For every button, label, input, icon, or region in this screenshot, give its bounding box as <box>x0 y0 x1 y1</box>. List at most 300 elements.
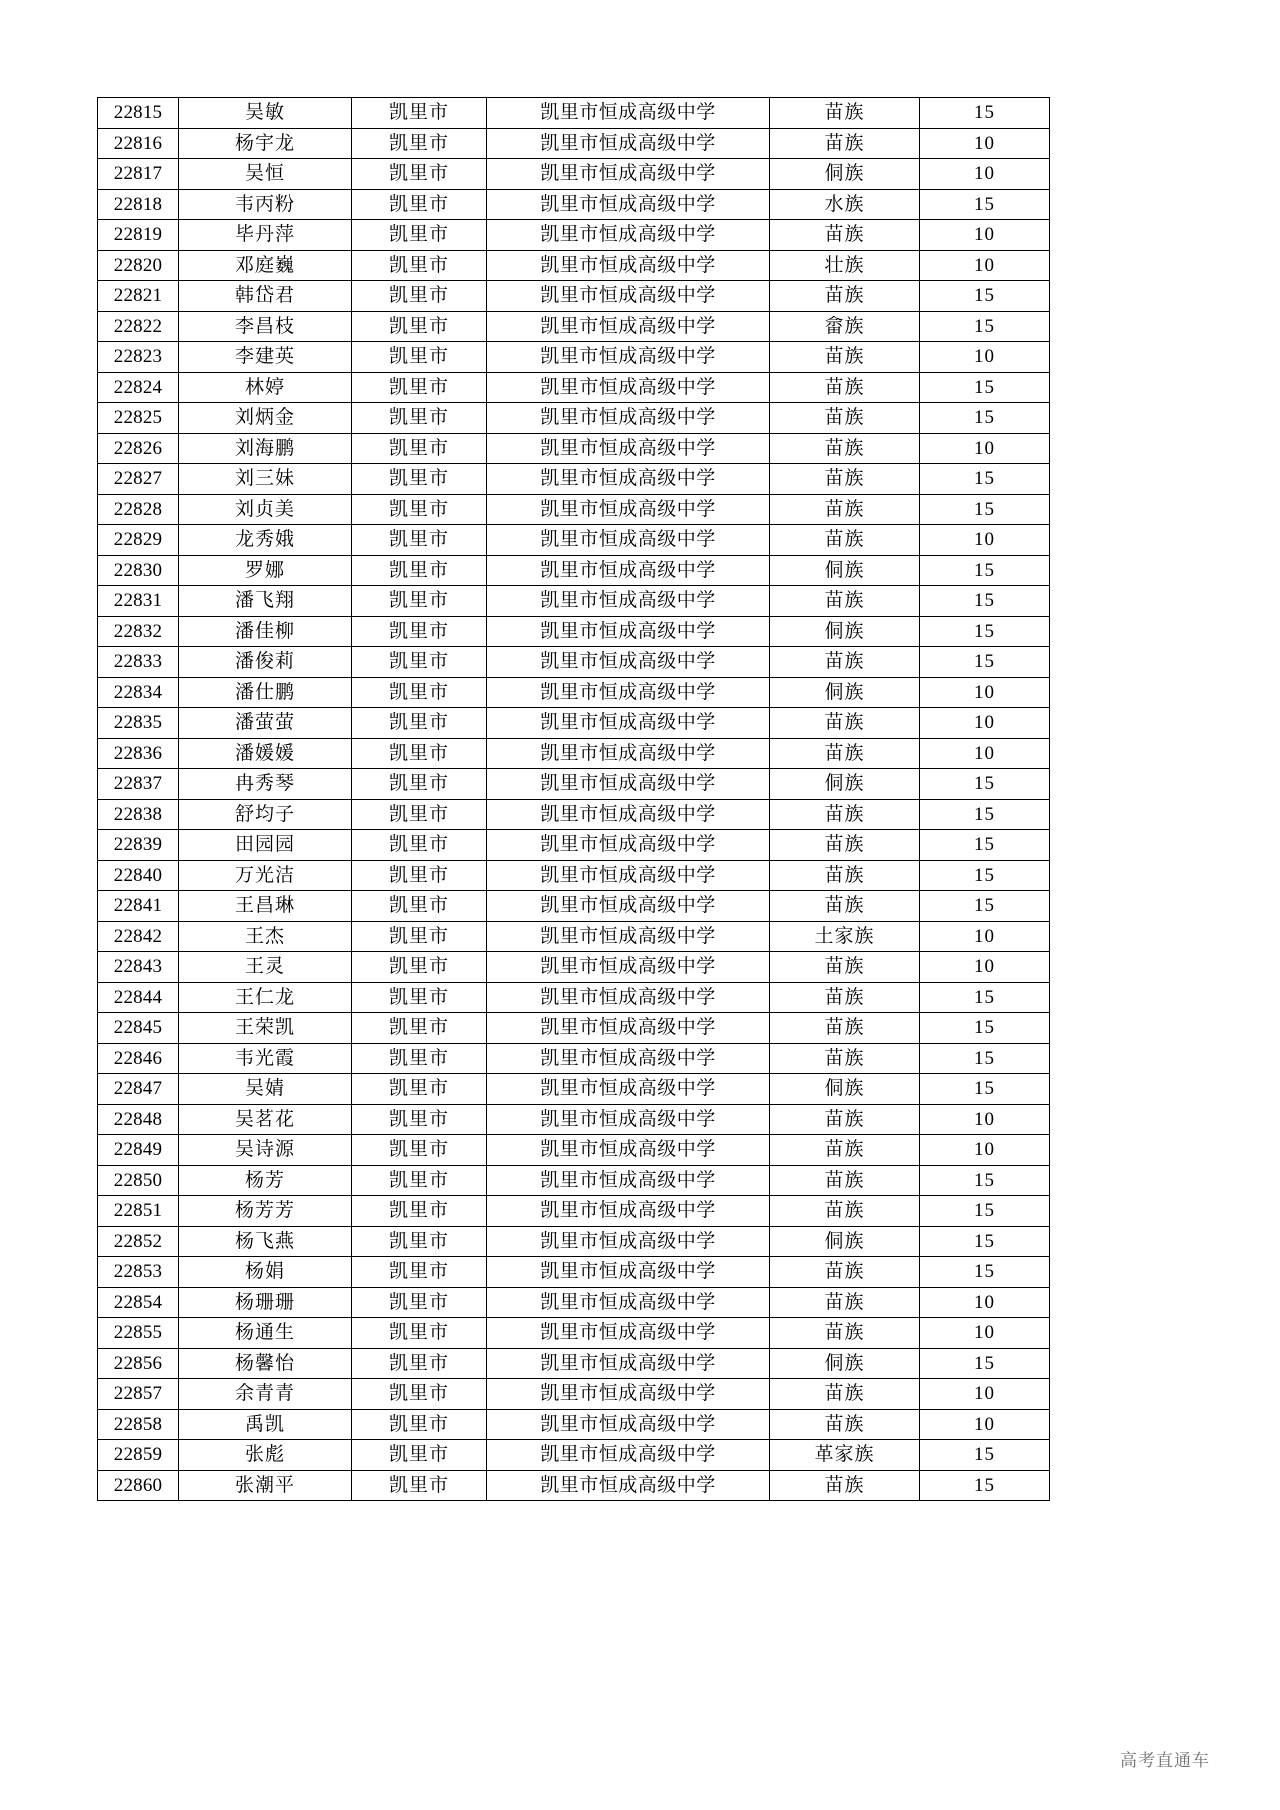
cell-school <box>487 860 770 891</box>
cell-ethnicity-text: 苗族 <box>824 1046 865 1069</box>
cell-city-text: 凯里市 <box>388 619 449 642</box>
cell-bonus-score: 15 <box>920 98 1050 129</box>
table-row <box>98 189 1050 220</box>
cell-bonus-score: 15 <box>920 494 1050 525</box>
table-row <box>98 464 1050 495</box>
cell-school <box>487 769 770 800</box>
cell-ethnicity <box>770 311 920 342</box>
cell-city <box>352 1074 487 1105</box>
cell-name <box>179 250 352 281</box>
cell-school-text: 凯里市恒成高级中学 <box>540 436 716 459</box>
table-row <box>98 372 1050 403</box>
cell-ethnicity-text: 侗族 <box>824 1351 865 1374</box>
cell-exam-id: 22855 <box>98 1318 179 1349</box>
cell-ethnicity <box>770 708 920 739</box>
cell-city-text: 凯里市 <box>388 345 449 368</box>
cell-ethnicity <box>770 647 920 678</box>
cell-school-text: 凯里市恒成高级中学 <box>540 833 716 856</box>
cell-ethnicity-text: 侗族 <box>824 772 865 795</box>
table-row <box>98 921 1050 952</box>
cell-school-text: 凯里市恒成高级中学 <box>540 1016 716 1039</box>
cell-city <box>352 342 487 373</box>
cell-ethnicity-text: 侗族 <box>824 619 865 642</box>
cell-school-text: 凯里市恒成高级中学 <box>540 1260 716 1283</box>
cell-ethnicity-text: 苗族 <box>824 1412 865 1435</box>
cell-ethnicity <box>770 921 920 952</box>
cell-school-text: 凯里市恒成高级中学 <box>540 1290 716 1313</box>
cell-name <box>179 1379 352 1410</box>
cell-name <box>179 1318 352 1349</box>
cell-name-text: 吴茗花 <box>234 1107 295 1130</box>
table-row <box>98 1226 1050 1257</box>
cell-ethnicity <box>770 1318 920 1349</box>
cell-school-text: 凯里市恒成高级中学 <box>540 1168 716 1191</box>
cell-name-text: 吴婧 <box>244 1077 285 1100</box>
cell-school <box>487 342 770 373</box>
cell-school <box>487 1104 770 1135</box>
cell-ethnicity-text: 苗族 <box>824 1473 865 1496</box>
cell-bonus-score: 10 <box>920 220 1050 251</box>
cell-bonus-score: 15 <box>920 891 1050 922</box>
cell-name <box>179 1287 352 1318</box>
table-row <box>98 1440 1050 1471</box>
cell-city-text: 凯里市 <box>388 436 449 459</box>
cell-city-text: 凯里市 <box>388 985 449 1008</box>
cell-ethnicity <box>770 372 920 403</box>
cell-exam-id: 22857 <box>98 1379 179 1410</box>
cell-ethnicity-text: 苗族 <box>824 467 865 490</box>
cell-exam-id: 22838 <box>98 799 179 830</box>
cell-school-text: 凯里市恒成高级中学 <box>540 711 716 734</box>
cell-name-text: 杨通生 <box>234 1321 295 1344</box>
table-row <box>98 555 1050 586</box>
cell-school <box>487 1440 770 1471</box>
cell-name-text: 杨芳芳 <box>234 1199 295 1222</box>
cell-school <box>487 189 770 220</box>
cell-bonus-score: 10 <box>920 921 1050 952</box>
cell-bonus-score: 10 <box>920 1135 1050 1166</box>
table-row <box>98 311 1050 342</box>
cell-school <box>487 647 770 678</box>
cell-ethnicity <box>770 555 920 586</box>
cell-ethnicity-text: 苗族 <box>824 345 865 368</box>
cell-name-text: 张彪 <box>244 1443 285 1466</box>
cell-school <box>487 311 770 342</box>
cell-city-text: 凯里市 <box>388 375 449 398</box>
cell-city <box>352 311 487 342</box>
cell-city <box>352 677 487 708</box>
cell-city <box>352 525 487 556</box>
cell-ethnicity-text: 苗族 <box>824 894 865 917</box>
cell-bonus-score: 15 <box>920 647 1050 678</box>
cell-city <box>352 1043 487 1074</box>
cell-bonus-score: 15 <box>920 1226 1050 1257</box>
cell-name-text: 龙秀娥 <box>234 528 295 551</box>
cell-school <box>487 738 770 769</box>
cell-ethnicity <box>770 128 920 159</box>
cell-exam-id: 22816 <box>98 128 179 159</box>
table-row <box>98 708 1050 739</box>
cell-school-text: 凯里市恒成高级中学 <box>540 1199 716 1222</box>
cell-city-text: 凯里市 <box>388 1168 449 1191</box>
cell-school <box>487 1165 770 1196</box>
cell-school-text: 凯里市恒成高级中学 <box>540 192 716 215</box>
cell-city <box>352 250 487 281</box>
roster-table-container <box>97 97 1019 1501</box>
cell-name <box>179 311 352 342</box>
cell-name <box>179 281 352 312</box>
cell-ethnicity <box>770 1379 920 1410</box>
cell-name-text: 吴恒 <box>244 162 285 185</box>
cell-school-text: 凯里市恒成高级中学 <box>540 619 716 642</box>
cell-ethnicity-text: 侗族 <box>824 1077 865 1100</box>
cell-bonus-score: 15 <box>920 311 1050 342</box>
cell-school-text: 凯里市恒成高级中学 <box>540 741 716 764</box>
cell-exam-id: 22850 <box>98 1165 179 1196</box>
cell-ethnicity <box>770 1196 920 1227</box>
cell-city <box>352 647 487 678</box>
cell-ethnicity <box>770 433 920 464</box>
cell-city <box>352 860 487 891</box>
cell-name <box>179 677 352 708</box>
cell-city <box>352 952 487 983</box>
cell-school <box>487 891 770 922</box>
cell-school <box>487 616 770 647</box>
cell-exam-id: 22846 <box>98 1043 179 1074</box>
table-row <box>98 860 1050 891</box>
cell-exam-id: 22832 <box>98 616 179 647</box>
cell-exam-id: 22849 <box>98 1135 179 1166</box>
cell-school <box>487 1409 770 1440</box>
cell-ethnicity-text: 苗族 <box>824 436 865 459</box>
cell-name <box>179 494 352 525</box>
cell-school <box>487 952 770 983</box>
table-row <box>98 586 1050 617</box>
cell-ethnicity <box>770 403 920 434</box>
cell-school-text: 凯里市恒成高级中学 <box>540 253 716 276</box>
cell-name <box>179 1135 352 1166</box>
cell-exam-id: 22822 <box>98 311 179 342</box>
cell-school-text: 凯里市恒成高级中学 <box>540 375 716 398</box>
cell-name <box>179 616 352 647</box>
cell-bonus-score: 15 <box>920 372 1050 403</box>
cell-name-text: 吴诗源 <box>234 1138 295 1161</box>
cell-name-text: 毕丹萍 <box>234 223 295 246</box>
roster-table <box>97 97 1050 1501</box>
cell-ethnicity <box>770 220 920 251</box>
cell-ethnicity-text: 苗族 <box>824 223 865 246</box>
cell-exam-id: 22829 <box>98 525 179 556</box>
cell-ethnicity-text: 苗族 <box>824 1199 865 1222</box>
cell-name-text: 韦光霞 <box>234 1046 295 1069</box>
table-row <box>98 952 1050 983</box>
cell-school-text: 凯里市恒成高级中学 <box>540 314 716 337</box>
cell-school-text: 凯里市恒成高级中学 <box>540 406 716 429</box>
cell-name <box>179 433 352 464</box>
cell-exam-id: 22853 <box>98 1257 179 1288</box>
cell-school <box>487 372 770 403</box>
cell-ethnicity <box>770 464 920 495</box>
cell-bonus-score: 15 <box>920 555 1050 586</box>
cell-city-text: 凯里市 <box>388 863 449 886</box>
cell-ethnicity-text: 侗族 <box>824 162 865 185</box>
cell-city <box>352 220 487 251</box>
cell-school-text: 凯里市恒成高级中学 <box>540 1046 716 1069</box>
cell-name <box>179 98 352 129</box>
cell-ethnicity-text: 苗族 <box>824 1107 865 1130</box>
cell-city-text: 凯里市 <box>388 650 449 673</box>
cell-school-text: 凯里市恒成高级中学 <box>540 467 716 490</box>
watermark-text: 高考直通车 <box>1120 1751 1210 1771</box>
cell-ethnicity-text: 苗族 <box>824 1290 865 1313</box>
cell-bonus-score: 15 <box>920 1043 1050 1074</box>
cell-school-text: 凯里市恒成高级中学 <box>540 1351 716 1374</box>
table-row <box>98 281 1050 312</box>
cell-ethnicity <box>770 1257 920 1288</box>
cell-name <box>179 1013 352 1044</box>
cell-exam-id: 22815 <box>98 98 179 129</box>
cell-name-text: 禹凯 <box>244 1412 285 1435</box>
cell-school-text: 凯里市恒成高级中学 <box>540 1382 716 1405</box>
cell-name-text: 刘贞美 <box>234 497 295 520</box>
cell-exam-id: 22834 <box>98 677 179 708</box>
cell-bonus-score: 15 <box>920 586 1050 617</box>
cell-school <box>487 159 770 190</box>
cell-name <box>179 1226 352 1257</box>
cell-school <box>487 921 770 952</box>
cell-ethnicity <box>770 342 920 373</box>
table-row <box>98 403 1050 434</box>
cell-name <box>179 586 352 617</box>
cell-name <box>179 830 352 861</box>
cell-school <box>487 982 770 1013</box>
cell-school <box>487 403 770 434</box>
cell-city-text: 凯里市 <box>388 589 449 612</box>
cell-ethnicity <box>770 830 920 861</box>
cell-exam-id: 22860 <box>98 1470 179 1501</box>
cell-city <box>352 464 487 495</box>
cell-exam-id: 22821 <box>98 281 179 312</box>
cell-ethnicity-text: 苗族 <box>824 1016 865 1039</box>
cell-school <box>487 708 770 739</box>
cell-ethnicity <box>770 525 920 556</box>
cell-name <box>179 952 352 983</box>
table-row <box>98 1409 1050 1440</box>
cell-school-text: 凯里市恒成高级中学 <box>540 345 716 368</box>
cell-city <box>352 921 487 952</box>
cell-exam-id: 22825 <box>98 403 179 434</box>
cell-school <box>487 677 770 708</box>
cell-school <box>487 281 770 312</box>
cell-ethnicity-text: 苗族 <box>824 528 865 551</box>
cell-ethnicity <box>770 769 920 800</box>
cell-name-text: 潘飞翔 <box>234 589 295 612</box>
cell-bonus-score: 10 <box>920 1318 1050 1349</box>
cell-name <box>179 647 352 678</box>
cell-school-text: 凯里市恒成高级中学 <box>540 863 716 886</box>
cell-school <box>487 1379 770 1410</box>
cell-exam-id: 22858 <box>98 1409 179 1440</box>
cell-school <box>487 799 770 830</box>
cell-school <box>487 494 770 525</box>
cell-ethnicity <box>770 677 920 708</box>
cell-city <box>352 555 487 586</box>
cell-school-text: 凯里市恒成高级中学 <box>540 1321 716 1344</box>
cell-exam-id: 22835 <box>98 708 179 739</box>
cell-ethnicity-text: 苗族 <box>824 406 865 429</box>
cell-school-text: 凯里市恒成高级中学 <box>540 1443 716 1466</box>
cell-school-text: 凯里市恒成高级中学 <box>540 162 716 185</box>
cell-city-text: 凯里市 <box>388 1321 449 1344</box>
cell-city-text: 凯里市 <box>388 101 449 124</box>
cell-exam-id: 22854 <box>98 1287 179 1318</box>
cell-city <box>352 982 487 1013</box>
cell-city-text: 凯里市 <box>388 802 449 825</box>
cell-city-text: 凯里市 <box>388 406 449 429</box>
cell-city-text: 凯里市 <box>388 558 449 581</box>
cell-bonus-score: 10 <box>920 708 1050 739</box>
cell-school <box>487 1287 770 1318</box>
table-row <box>98 433 1050 464</box>
cell-ethnicity-text: 苗族 <box>824 985 865 1008</box>
cell-ethnicity <box>770 1043 920 1074</box>
cell-name <box>179 891 352 922</box>
cell-exam-id: 22848 <box>98 1104 179 1135</box>
cell-city-text: 凯里市 <box>388 1229 449 1252</box>
cell-city-text: 凯里市 <box>388 680 449 703</box>
cell-exam-id: 22820 <box>98 250 179 281</box>
cell-ethnicity <box>770 1440 920 1471</box>
cell-exam-id: 22856 <box>98 1348 179 1379</box>
cell-ethnicity-text: 水族 <box>824 192 865 215</box>
cell-name-text: 李昌枝 <box>234 314 295 337</box>
cell-city-text: 凯里市 <box>388 1412 449 1435</box>
cell-bonus-score: 15 <box>920 616 1050 647</box>
cell-ethnicity <box>770 738 920 769</box>
cell-bonus-score: 10 <box>920 342 1050 373</box>
cell-school-text: 凯里市恒成高级中学 <box>540 1077 716 1100</box>
cell-city <box>352 1318 487 1349</box>
cell-city-text: 凯里市 <box>388 741 449 764</box>
cell-city-text: 凯里市 <box>388 1046 449 1069</box>
cell-school <box>487 98 770 129</box>
cell-city-text: 凯里市 <box>388 1443 449 1466</box>
table-row <box>98 494 1050 525</box>
cell-ethnicity-text: 土家族 <box>814 924 875 947</box>
cell-exam-id: 22830 <box>98 555 179 586</box>
cell-exam-id: 22819 <box>98 220 179 251</box>
cell-name-text: 刘炳金 <box>234 406 295 429</box>
cell-exam-id: 22827 <box>98 464 179 495</box>
cell-name-text: 邓庭巍 <box>234 253 295 276</box>
cell-ethnicity-text: 革家族 <box>814 1443 875 1466</box>
cell-bonus-score: 15 <box>920 1257 1050 1288</box>
table-row <box>98 647 1050 678</box>
cell-city-text: 凯里市 <box>388 924 449 947</box>
cell-name <box>179 738 352 769</box>
cell-city-text: 凯里市 <box>388 528 449 551</box>
cell-name <box>179 982 352 1013</box>
cell-name-text: 韩岱君 <box>234 284 295 307</box>
cell-ethnicity <box>770 1013 920 1044</box>
cell-city-text: 凯里市 <box>388 284 449 307</box>
cell-city <box>352 1165 487 1196</box>
cell-bonus-score: 10 <box>920 159 1050 190</box>
cell-city <box>352 1226 487 1257</box>
cell-bonus-score: 10 <box>920 1104 1050 1135</box>
cell-name-text: 潘佳柳 <box>234 619 295 642</box>
cell-city <box>352 494 487 525</box>
cell-name-text: 杨娟 <box>244 1260 285 1283</box>
cell-bonus-score: 10 <box>920 677 1050 708</box>
cell-school-text: 凯里市恒成高级中学 <box>540 894 716 917</box>
cell-bonus-score: 10 <box>920 1287 1050 1318</box>
cell-school <box>487 1348 770 1379</box>
table-row <box>98 1257 1050 1288</box>
cell-name <box>179 708 352 739</box>
cell-name-text: 杨馨怡 <box>234 1351 295 1374</box>
cell-ethnicity <box>770 1074 920 1105</box>
cell-exam-id: 22833 <box>98 647 179 678</box>
table-row <box>98 1013 1050 1044</box>
cell-city <box>352 799 487 830</box>
cell-name-text: 王荣凯 <box>234 1016 295 1039</box>
cell-school-text: 凯里市恒成高级中学 <box>540 528 716 551</box>
cell-name <box>179 1104 352 1135</box>
cell-city <box>352 1196 487 1227</box>
cell-name <box>179 1409 352 1440</box>
cell-exam-id: 22841 <box>98 891 179 922</box>
cell-bonus-score: 15 <box>920 281 1050 312</box>
cell-name-text: 杨芳 <box>244 1168 285 1191</box>
cell-ethnicity-text: 侗族 <box>824 558 865 581</box>
cell-exam-id: 22818 <box>98 189 179 220</box>
cell-school-text: 凯里市恒成高级中学 <box>540 650 716 673</box>
cell-ethnicity <box>770 281 920 312</box>
cell-school-text: 凯里市恒成高级中学 <box>540 1473 716 1496</box>
cell-bonus-score: 15 <box>920 860 1050 891</box>
cell-ethnicity <box>770 1165 920 1196</box>
cell-bonus-score: 10 <box>920 1379 1050 1410</box>
cell-name-text: 潘仕鹏 <box>234 680 295 703</box>
cell-exam-id: 22842 <box>98 921 179 952</box>
cell-ethnicity <box>770 586 920 617</box>
table-row <box>98 98 1050 129</box>
cell-ethnicity-text: 苗族 <box>824 131 865 154</box>
cell-name <box>179 1196 352 1227</box>
cell-ethnicity-text: 苗族 <box>824 741 865 764</box>
cell-bonus-score: 10 <box>920 738 1050 769</box>
cell-name <box>179 555 352 586</box>
cell-city <box>352 1257 487 1288</box>
cell-city <box>352 281 487 312</box>
cell-school-text: 凯里市恒成高级中学 <box>540 772 716 795</box>
cell-city-text: 凯里市 <box>388 1016 449 1039</box>
cell-ethnicity <box>770 616 920 647</box>
table-row <box>98 982 1050 1013</box>
cell-ethnicity <box>770 494 920 525</box>
cell-exam-id: 22817 <box>98 159 179 190</box>
cell-ethnicity-text: 苗族 <box>824 375 865 398</box>
cell-city <box>352 1013 487 1044</box>
cell-ethnicity-text: 苗族 <box>824 833 865 856</box>
cell-name <box>179 1348 352 1379</box>
cell-school <box>487 1226 770 1257</box>
cell-city-text: 凯里市 <box>388 467 449 490</box>
cell-bonus-score: 15 <box>920 1013 1050 1044</box>
cell-exam-id: 22859 <box>98 1440 179 1471</box>
cell-name-text: 李建英 <box>234 345 295 368</box>
